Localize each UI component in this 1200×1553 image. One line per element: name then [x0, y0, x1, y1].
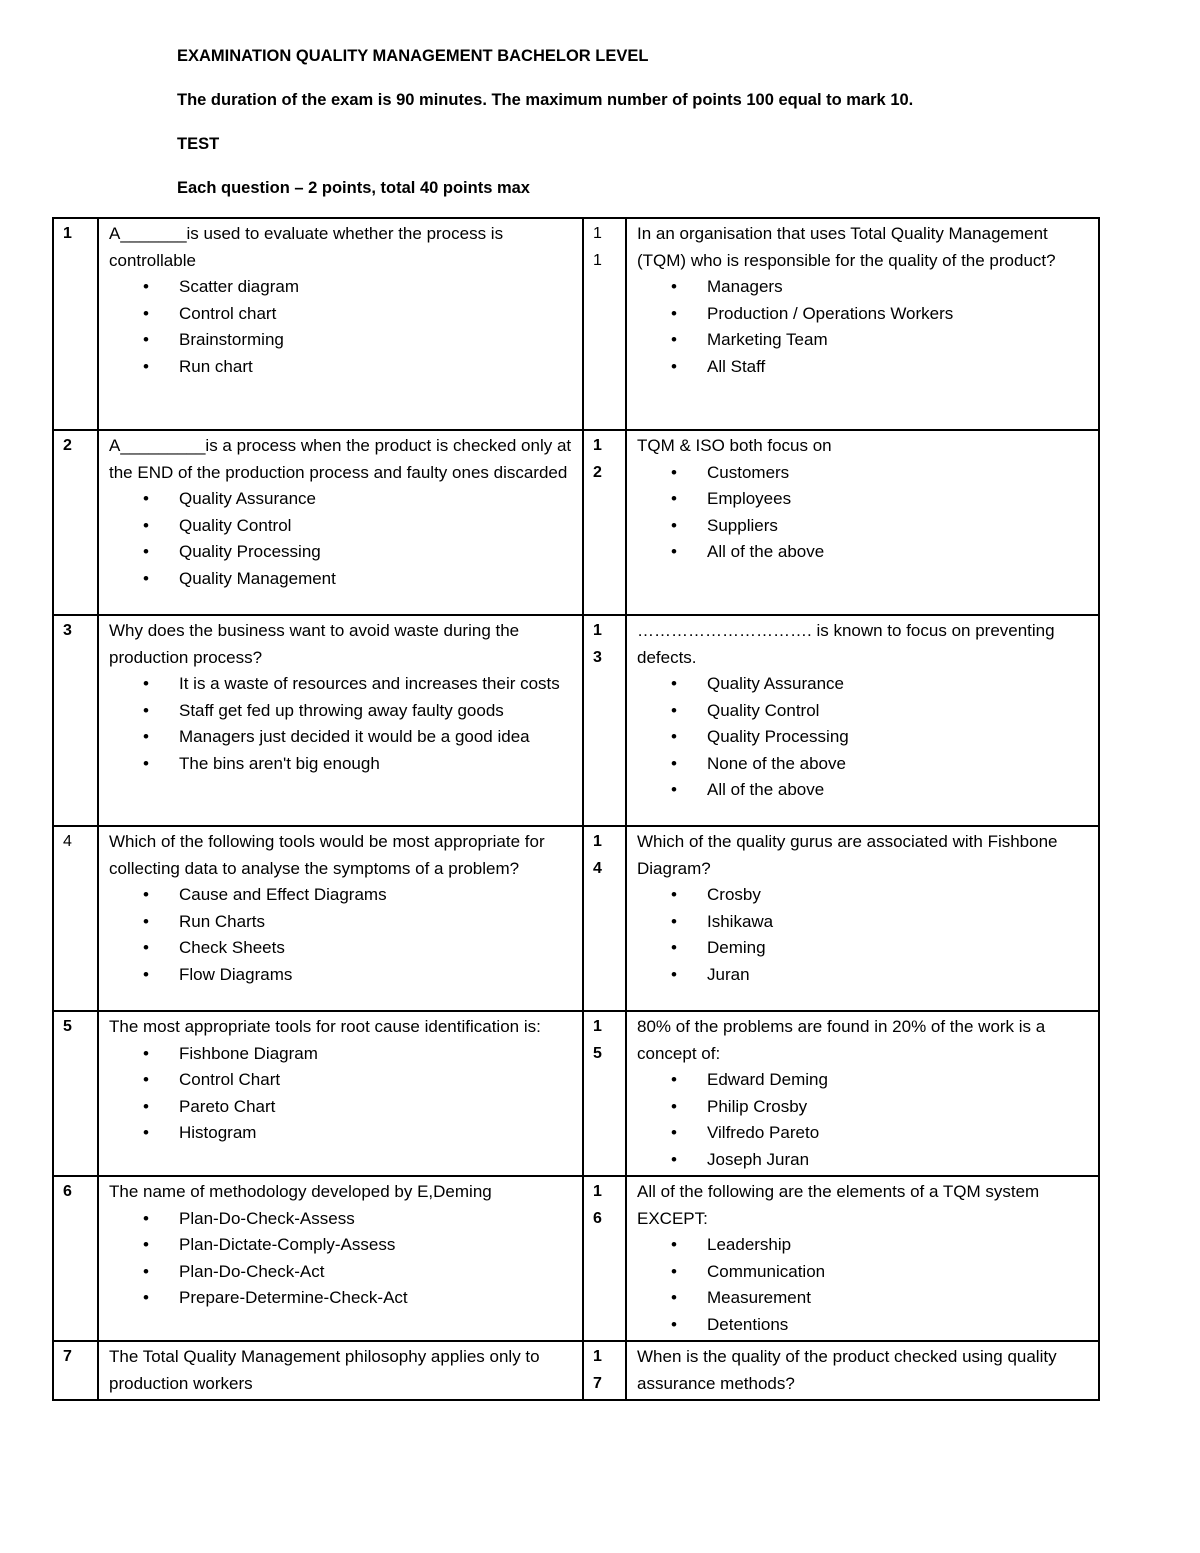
answer-option: • Brainstorming [179, 327, 572, 354]
question-row [53, 430, 1099, 615]
answer-option: • Marketing Team [707, 327, 1088, 354]
question-cell-left [98, 1176, 583, 1341]
answer-option: • Employees [707, 486, 1088, 513]
answer-option: • The bins aren't big enough [179, 751, 572, 778]
answer-option: • Measurement [707, 1285, 1088, 1312]
answer-option: • Ishikawa [707, 909, 1088, 936]
answer-options [637, 1232, 1088, 1338]
section-heading: TEST [177, 135, 220, 153]
question-number-right: 1 1 [583, 218, 626, 430]
question-number-right: 1 4 [583, 826, 626, 1011]
answer-option: • Edward Deming [707, 1067, 1088, 1094]
question-row [53, 218, 1099, 430]
answer-option: • Crosby [707, 882, 1088, 909]
question-cell-right [626, 826, 1099, 1011]
answer-option: • Quality Management [179, 566, 572, 593]
question-text: A_______is used to evaluate whether the process is controllable [109, 224, 504, 270]
answer-option: • All of the above [707, 539, 1088, 566]
answer-option: • None of the above [707, 751, 1088, 778]
answer-option: • Quality Processing [179, 539, 572, 566]
question-number-right: 1 3 [583, 615, 626, 826]
question-number-left: 6 [53, 1176, 98, 1341]
question-number-right: 1 2 [583, 430, 626, 615]
answer-option: • Vilfredo Pareto [707, 1120, 1088, 1147]
question-table [52, 217, 1100, 1401]
answer-options [637, 460, 1088, 566]
question-text: All of the following are the elements of a TQM system EXCEPT: [637, 1182, 1040, 1228]
question-number-right: 1 5 [583, 1011, 626, 1176]
answer-option: • Quality Processing [707, 724, 1088, 751]
question-cell-right [626, 1011, 1099, 1176]
question-cell-right [626, 1341, 1099, 1400]
answer-option: • Check Sheets [179, 935, 572, 962]
answer-options [109, 882, 572, 988]
points-note: Each question – 2 points, total 40 points max [177, 179, 530, 197]
question-text: Which of the quality gurus are associated with Fishbone Diagram? [637, 832, 1058, 878]
answer-option: • Histogram [179, 1120, 572, 1147]
answer-options [109, 274, 572, 380]
question-text: The name of methodology developed by E,Deming [109, 1182, 492, 1201]
answer-option: • Run chart [179, 354, 572, 381]
question-cell-left [98, 1341, 583, 1400]
answer-option: • Juran [707, 962, 1088, 989]
answer-options [637, 671, 1088, 804]
question-cell-right [626, 615, 1099, 826]
answer-option: • Fishbone Diagram [179, 1041, 572, 1068]
question-row [53, 826, 1099, 1011]
question-cell-left [98, 430, 583, 615]
question-row [53, 1341, 1099, 1400]
question-cell-left [98, 615, 583, 826]
question-row [53, 615, 1099, 826]
question-cell-left [98, 1011, 583, 1176]
answer-option: • Cause and Effect Diagrams [179, 882, 572, 909]
question-cell-right [626, 218, 1099, 430]
answer-option: • Customers [707, 460, 1088, 487]
question-text: Why does the business want to avoid waste during the production process? [109, 621, 520, 667]
question-number-left: 7 [53, 1341, 98, 1400]
question-number-left: 1 [53, 218, 98, 430]
answer-option: • It is a waste of resources and increases their costs [179, 671, 572, 698]
answer-option: • Quality Assurance [707, 671, 1088, 698]
answer-option: • Quality Control [707, 698, 1088, 725]
answer-option: • Production / Operations Workers [707, 301, 1088, 328]
answer-option: • Plan-Do-Check-Act [179, 1259, 572, 1286]
question-text: TQM & ISO both focus on [637, 436, 832, 455]
exam-duration-note: The duration of the exam is 90 minutes. The maximum number of points 100 equal to mark 10. [177, 91, 914, 109]
answer-options [109, 486, 572, 592]
exam-title: EXAMINATION QUALITY MANAGEMENT BACHELOR LEVEL [177, 47, 649, 65]
answer-options [637, 882, 1088, 988]
question-number-right: 1 6 [583, 1176, 626, 1341]
answer-option: • All Staff [707, 354, 1088, 381]
answer-option: • Detentions [707, 1312, 1088, 1339]
answer-option: • Prepare-Determine-Check-Act [179, 1285, 572, 1312]
question-row [53, 1011, 1099, 1176]
question-text: When is the quality of the product checked using quality assurance methods? [637, 1347, 1057, 1393]
answer-option: • Communication [707, 1259, 1088, 1286]
answer-option: • Quality Control [179, 513, 572, 540]
question-number-right: 1 7 [583, 1341, 626, 1400]
question-cell-left [98, 218, 583, 430]
question-text: …………………………. is known to focus on preventing defects. [637, 621, 1055, 667]
question-number-left: 2 [53, 430, 98, 615]
answer-option: • All of the above [707, 777, 1088, 804]
answer-option: • Managers [707, 274, 1088, 301]
answer-option: • Staff get fed up throwing away faulty goods [179, 698, 572, 725]
question-text: The Total Quality Management philosophy applies only to production workers [109, 1347, 540, 1393]
question-row [53, 1176, 1099, 1341]
answer-option: • Suppliers [707, 513, 1088, 540]
answer-option: • Joseph Juran [707, 1147, 1088, 1174]
question-number-left: 4 [53, 826, 98, 1011]
question-text: The most appropriate tools for root cause identification is: [109, 1017, 541, 1036]
answer-option: • Control chart [179, 301, 572, 328]
answer-option: • Leadership [707, 1232, 1088, 1259]
question-cell-right [626, 430, 1099, 615]
question-text: A_________is a process when the product is checked only at the END of the production process and faulty ones discarded [109, 436, 572, 482]
answer-options [637, 274, 1088, 380]
answer-option: • Plan-Do-Check-Assess [179, 1206, 572, 1233]
answer-option: • Pareto Chart [179, 1094, 572, 1121]
answer-option: • Philip Crosby [707, 1094, 1088, 1121]
answer-option: • Managers just decided it would be a good idea [179, 724, 572, 751]
question-text: 80% of the problems are found in 20% of the work is a concept of: [637, 1017, 1046, 1063]
answer-option: • Scatter diagram [179, 274, 572, 301]
question-number-left: 3 [53, 615, 98, 826]
answer-option: • Deming [707, 935, 1088, 962]
question-text: Which of the following tools would be most appropriate for collecting data to analyse the symptoms of a problem? [109, 832, 545, 878]
answer-option: • Flow Diagrams [179, 962, 572, 989]
question-cell-left [98, 826, 583, 1011]
answer-option: • Quality Assurance [179, 486, 572, 513]
answer-options [109, 1206, 572, 1312]
question-text: In an organisation that uses Total Quality Management (TQM) who is responsible for the quality of the product? [637, 224, 1056, 270]
question-number-left: 5 [53, 1011, 98, 1176]
answer-option: • Plan-Dictate-Comply-Assess [179, 1232, 572, 1259]
answer-options [109, 671, 572, 777]
answer-option: • Control Chart [179, 1067, 572, 1094]
question-cell-right [626, 1176, 1099, 1341]
answer-options [637, 1067, 1088, 1173]
answer-options [109, 1041, 572, 1147]
answer-option: • Run Charts [179, 909, 572, 936]
